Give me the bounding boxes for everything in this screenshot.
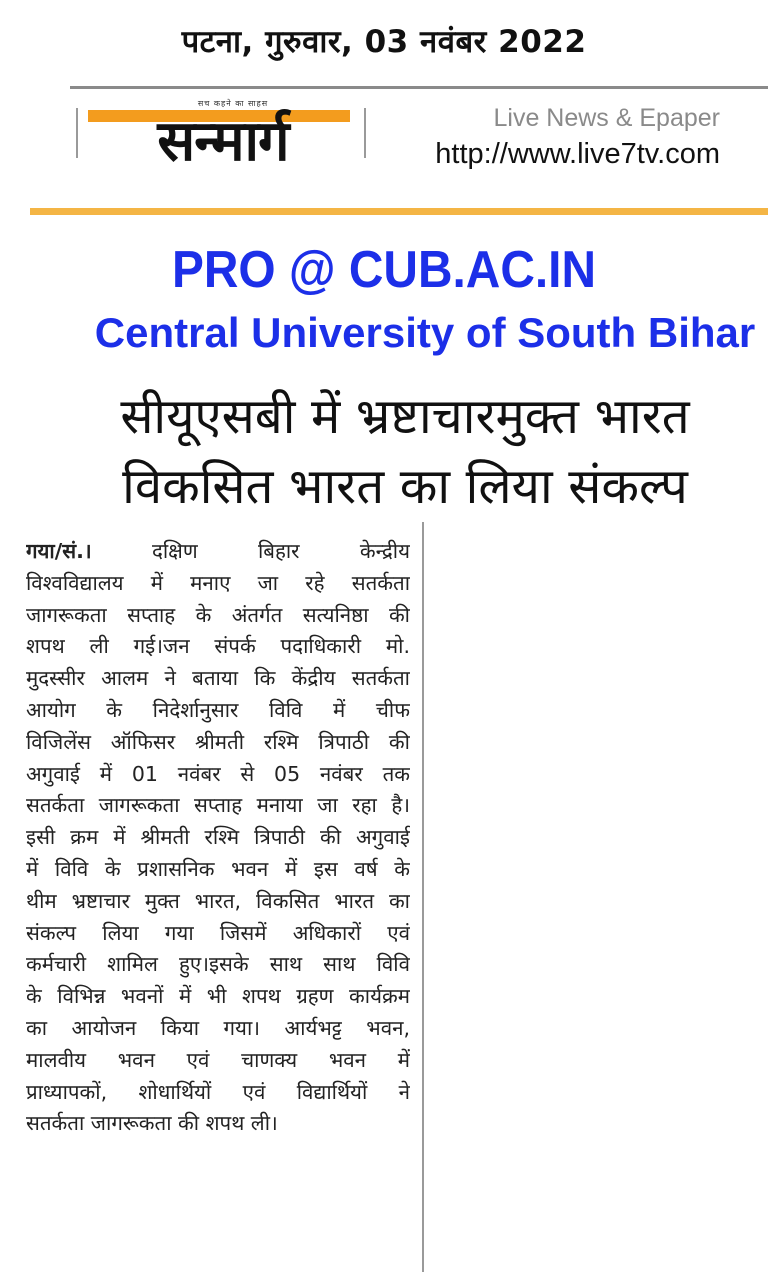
article-line: सतर्कता जागरूकता की शपथ ली। xyxy=(26,1111,278,1136)
article-line: सतर्कता जागरूकता सप्ताह मनाया जा रहा है। xyxy=(26,793,410,818)
masthead-tagline: सच कहने का साहस xyxy=(197,99,269,108)
article-line: में विवि के प्रशासनिक भवन में इस वर्ष के xyxy=(26,856,410,881)
dateline: पटना, गुरुवार, 03 नवंबर 2022 xyxy=(181,24,587,60)
news-headline xyxy=(60,382,750,522)
masthead-title: सन्मार्ग xyxy=(157,108,289,174)
masthead-logo xyxy=(88,98,358,176)
masthead-right-tick xyxy=(364,108,366,158)
article-body xyxy=(26,536,410,1140)
article-line: थीम भ्रष्टाचार मुक्त भारत, विकसित भारत का xyxy=(26,888,410,913)
article-line: प्राध्यापकों, शोधार्थियों एवं विद्यार्थियों ने xyxy=(26,1079,410,1104)
article-line: इसी क्रम में श्रीमती रश्मि त्रिपाठी की अगुवाई xyxy=(26,825,410,850)
article-line: विश्वविद्यालय में मनाए जा रहे सतर्कता xyxy=(26,570,410,595)
top-divider xyxy=(70,86,768,89)
article-line: शपथ ली गई।जन संपर्क पदाधिकारी मो. xyxy=(26,634,410,659)
pro-email: PRO @ CUB.AC.IN xyxy=(171,241,597,299)
article-line: के विभिन्न भवनों में भी शपथ ग्रहण कार्यक्रम xyxy=(26,984,410,1009)
headline-line-2: विकसित भारत का लिया संकल्प xyxy=(122,458,688,515)
article-line: कर्मचारी शामिल हुए।इसके साथ साथ विवि xyxy=(26,952,410,977)
website-url[interactable]: http://www.live7tv.com xyxy=(435,138,720,170)
article-line: मुदस्सीर आलम ने बताया कि केंद्रीय सतर्कता xyxy=(26,666,410,691)
article-line: आयोग के निदेर्शानुसार विवि में चीफ xyxy=(26,697,410,722)
article-line: मालवीय भवन एवं चाणक्य भवन में xyxy=(26,1047,410,1072)
column-divider xyxy=(422,522,424,1272)
article-line: का आयोजन किया गया। आर्यभट्ट भवन, xyxy=(26,1015,410,1040)
article-line: संकल्प लिया गया जिसमें अधिकारों एवं xyxy=(26,920,410,945)
orange-divider xyxy=(30,208,768,215)
article-line: जागरूकता सप्ताह के अंतर्गत सत्यनिष्ठा की xyxy=(26,602,410,627)
live-news-label: Live News & Epaper xyxy=(493,104,720,132)
headline-line-1: सीयूएसबी में भ्रष्टाचारमुक्त भारत xyxy=(120,388,690,445)
article-line: अगुवाई में 01 नवंबर से 05 नवंबर तक xyxy=(26,761,410,786)
article-line: विजिलेंस ऑफिसर श्रीमती रश्मि त्रिपाठी की xyxy=(26,729,410,754)
article-lead: गया/सं.। xyxy=(26,539,92,563)
masthead-left-tick xyxy=(76,108,78,158)
university-name: Central University of South Bihar xyxy=(94,309,756,356)
article-line: गया/सं.। दक्षिण बिहार केन्द्रीय xyxy=(26,539,410,563)
